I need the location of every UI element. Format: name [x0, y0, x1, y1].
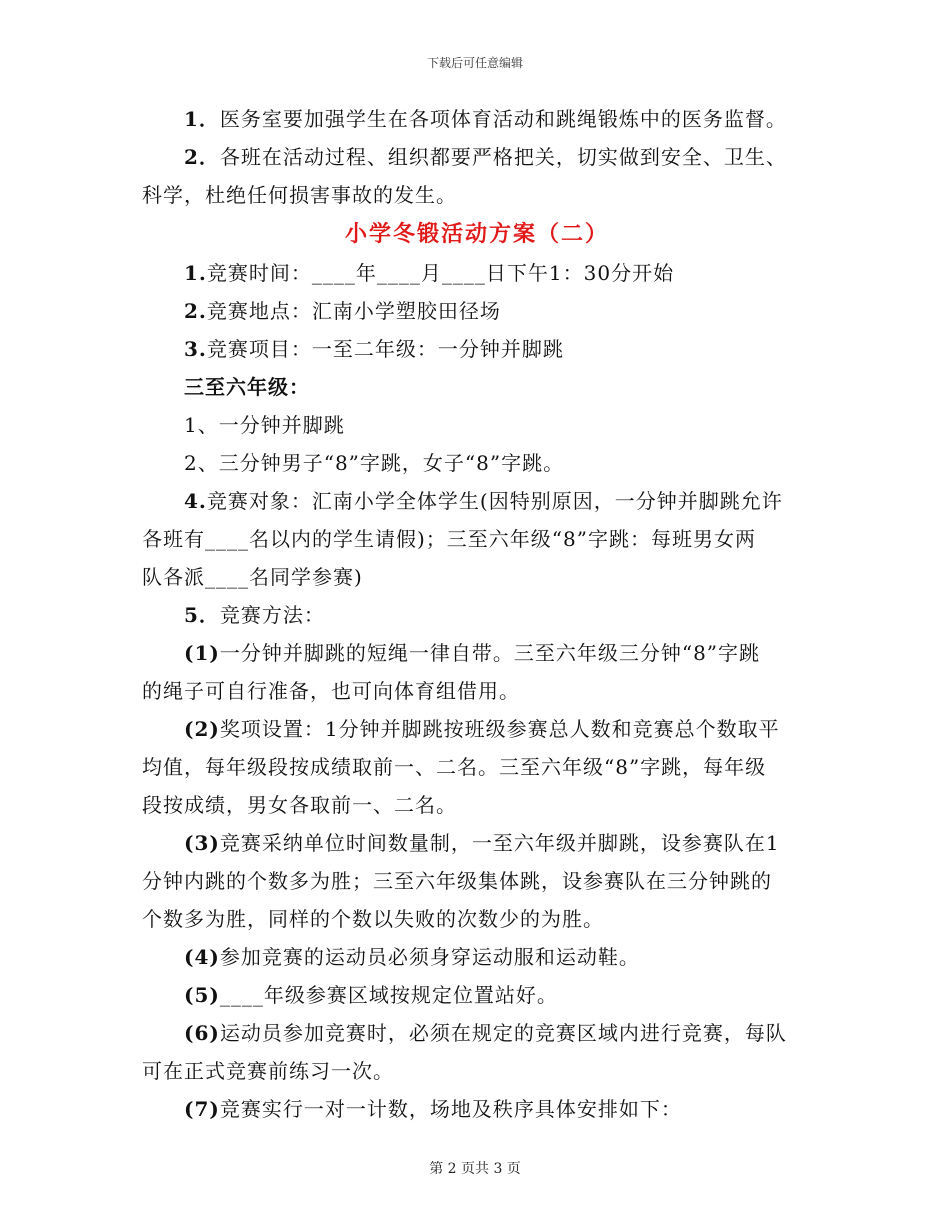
line-text: 分钟内跳的个数多为胜；三至六年级集体跳，设参赛队在三分钟跳的 [142, 869, 772, 893]
line-number: (6) [184, 1021, 220, 1045]
paragraph-line [142, 292, 812, 330]
line-number: 2. [184, 299, 207, 323]
line-text: 一分钟并脚跳的短绳一律自带。三至六年级三分钟“8”字跳 [219, 641, 761, 665]
line-number: (3) [184, 831, 220, 855]
line-text: 2、三分钟男子“8”字跳，女子“8”字跳。 [184, 451, 565, 475]
line-number: 1. [184, 261, 207, 285]
line-text: 队各派____名同学参赛) [142, 565, 363, 589]
paragraph-line [142, 596, 812, 634]
document-body [142, 100, 812, 1128]
line-text: 医务室要加强学生在各项体育活动和跳绳锻炼中的医务监督。 [219, 107, 787, 131]
line-text: 科学，杜绝任何损害事故的发生。 [142, 183, 457, 207]
paragraph-line [142, 634, 812, 672]
line-text: 均值，每年级段按成绩取前一、二名。三至六年级“8”字跳，每年级 [142, 755, 767, 779]
paragraph-line [142, 748, 812, 786]
line-text: 1、一分钟并脚跳 [184, 413, 345, 437]
paragraph-line [142, 900, 812, 938]
line-text: 竞赛采纳单位时间数量制，一至六年级并脚跳，设参赛队在1 [219, 831, 780, 855]
line-text: 个数多为胜，同样的个数以失败的次数少的为胜。 [142, 907, 604, 931]
paragraph-line [142, 100, 812, 138]
line-text: 各班有____名以内的学生请假)；三至六年级“8”字跳：每班男女两 [142, 527, 756, 551]
paragraph-line [142, 138, 812, 176]
line-number: (5) [184, 983, 220, 1007]
line-text: 参加竞赛的运动员必须身穿运动服和运动鞋。 [219, 945, 640, 969]
paragraph-line [142, 482, 812, 520]
line-text: 竞赛地点：汇南小学塑胶田径场 [206, 299, 501, 323]
paragraph-line [142, 710, 812, 748]
paragraph-line [142, 330, 812, 368]
line-text: 可在正式竞赛前练习一次。 [142, 1059, 394, 1083]
page-footer: 第 2 页共 3 页 [429, 1161, 521, 1177]
line-text: 奖项设置：1分钟并脚跳按班级参赛总人数和竞赛总个数取平 [219, 717, 780, 741]
line-text: 各班在活动过程、组织都要严格把关，切实做到安全、卫生、 [219, 145, 787, 169]
paragraph-line [142, 786, 812, 824]
line-number: 2． [184, 145, 220, 169]
paragraph-line [142, 1052, 812, 1090]
line-text: 三至六年级： [184, 375, 310, 399]
paragraph-line [142, 254, 812, 292]
paragraph-line [142, 862, 812, 900]
paragraph-line [142, 976, 812, 1014]
line-text: 段按成绩，男女各取前一、二名。 [142, 793, 457, 817]
line-text: 的绳子可自行准备，也可向体育组借用。 [142, 679, 520, 703]
subheading-line [142, 368, 812, 406]
paragraph-line [142, 176, 812, 214]
line-text: ____年级参赛区域按规定位置站好。 [219, 983, 558, 1007]
line-number: 3. [184, 337, 207, 361]
line-number: 5． [184, 603, 220, 627]
line-number: (2) [184, 717, 220, 741]
line-text: 竞赛方法： [219, 603, 325, 627]
line-number: 1． [184, 107, 220, 131]
line-number: (7) [184, 1097, 220, 1121]
line-number: (4) [184, 945, 220, 969]
paragraph-line [142, 558, 812, 596]
paragraph-line [142, 672, 812, 710]
page-header: 下载后可任意编辑 [426, 56, 523, 70]
line-text: 运动员参加竞赛时，必须在规定的竞赛区域内进行竞赛，每队 [219, 1021, 787, 1045]
paragraph-line [142, 824, 812, 862]
line-number: 4. [184, 489, 207, 513]
line-text: 竞赛对象：汇南小学全体学生(因特别原因，一分钟并脚跳允许 [206, 489, 783, 513]
line-text: 竞赛项目：一至二年级：一分钟并脚跳 [206, 337, 564, 361]
section-title: 小学冬锻活动方案（二） [344, 221, 609, 247]
paragraph-line [142, 444, 812, 482]
line-text: 竞赛实行一对一计数，场地及秩序具体安排如下： [219, 1097, 682, 1121]
paragraph-line [142, 520, 812, 558]
line-number: (1) [184, 641, 220, 665]
paragraph-line [142, 406, 812, 444]
paragraph-line [142, 1090, 812, 1128]
paragraph-line [142, 938, 812, 976]
paragraph-line [142, 1014, 812, 1052]
line-text: 竞赛时间：____年____月____日下午1：30分开始 [206, 261, 675, 285]
